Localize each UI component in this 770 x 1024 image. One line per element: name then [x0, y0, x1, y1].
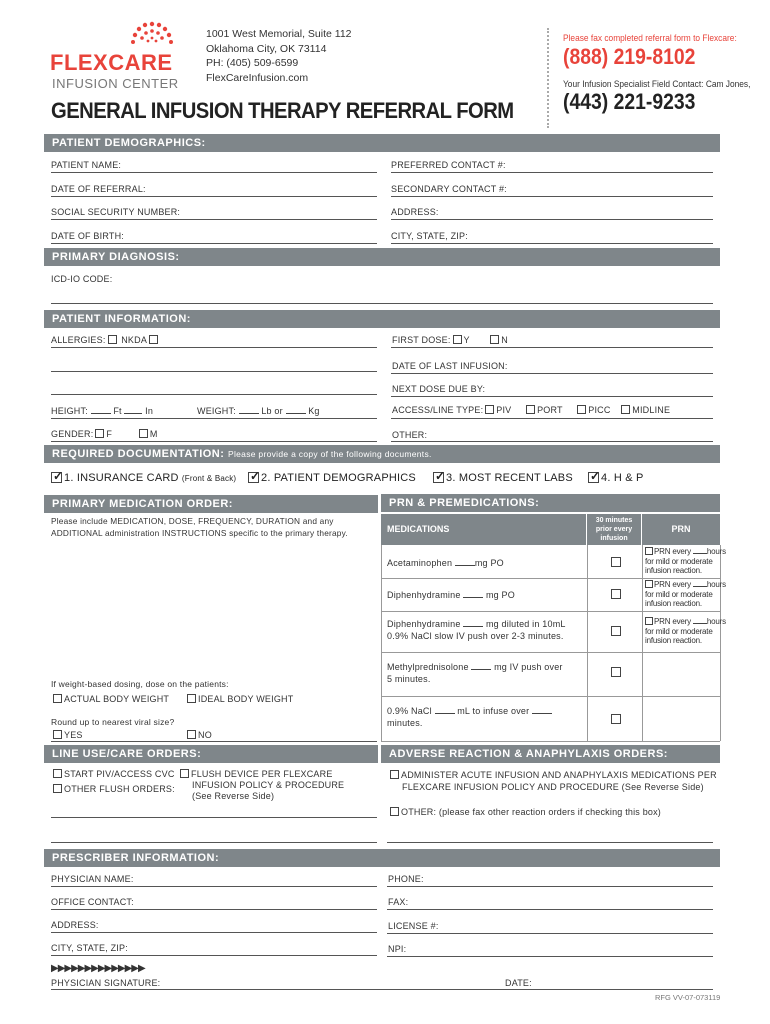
office-contact-label: OFFICE CONTACT: [51, 897, 134, 907]
flush-device-label: FLUSH DEVICE PER FLEXCARE [191, 769, 333, 779]
nacl-prior-checkbox[interactable] [611, 714, 621, 724]
section-required-documentation [44, 445, 720, 463]
weight-lb-field[interactable] [239, 405, 259, 414]
other-access-field[interactable] [391, 441, 713, 442]
prn-col-medications-label: MEDICATIONS [387, 524, 450, 534]
address-label: ADDRESS: [391, 207, 439, 217]
access-field [391, 418, 713, 419]
prn-med-unit: mg IV push over [494, 662, 563, 672]
diphenhydramine-iv-prn-checkbox[interactable] [645, 617, 653, 625]
nkda-checkbox[interactable] [149, 335, 158, 344]
fax-number: (888) 219-8102 [563, 44, 696, 69]
demographics-check-icon[interactable] [248, 472, 259, 483]
weight-kg-field[interactable] [286, 405, 306, 414]
prn-col-prior [587, 514, 641, 545]
date-of-referral-label: DATE OF REFERRAL: [51, 184, 146, 194]
physician-name-field[interactable] [51, 886, 377, 887]
hours-label: hours [706, 617, 726, 626]
prn-grid [642, 545, 643, 741]
doc-patient-demographics[interactable] [248, 472, 416, 484]
form-revision-code: RFG VV-07-073119 [655, 993, 721, 1002]
prn-row-acetaminophen [387, 557, 504, 568]
start-piv-row [51, 769, 175, 779]
phone-label: PHONE: [388, 874, 424, 884]
administer-acute-policy: FLEXCARE INFUSION POLICY AND PROCEDURE (See Reverse Side) [402, 782, 704, 792]
picc-checkbox[interactable] [577, 405, 586, 414]
dob-field[interactable] [51, 243, 377, 244]
first-dose-no-checkbox[interactable] [490, 335, 499, 344]
prn-every-label: PRN every [654, 547, 691, 556]
prn-grid [381, 696, 720, 697]
logo [50, 20, 190, 90]
ideal-body-weight-checkbox[interactable] [187, 694, 196, 703]
diphenhydramine-po-prn [645, 580, 726, 609]
gender-m-checkbox[interactable] [139, 429, 148, 438]
address-field[interactable] [391, 219, 713, 220]
diphenhydramine-iv-dose-field[interactable] [463, 618, 483, 627]
prn-med-unit: mg diluted in 10mL [485, 619, 566, 629]
administer-acute-checkbox[interactable] [390, 770, 399, 779]
company-address [206, 27, 352, 85]
nacl-minutes-field[interactable] [532, 705, 552, 714]
signature-arrows-icon: ▶▶▶▶▶▶▶▶▶▶▶▶▶▶ [51, 963, 145, 974]
acetaminophen-hours-field[interactable] [693, 547, 707, 554]
adverse-other-field[interactable] [387, 842, 713, 843]
first-dose-label: FIRST DOSE: [392, 335, 451, 345]
section-patient-information: PATIENT INFORMATION: [44, 310, 720, 328]
preferred-contact-label: PREFERRED CONTACT #: [391, 160, 506, 170]
allergies-field[interactable] [51, 347, 377, 348]
gender-rule [51, 441, 377, 442]
prn-grid [381, 578, 720, 579]
other-flush-row [51, 784, 175, 794]
prn-grid [381, 741, 720, 742]
section-primary-diagnosis: PRIMARY DIAGNOSIS: [44, 248, 720, 266]
ssn-field[interactable] [51, 219, 377, 220]
specialist-note: Your Infusion Specialist Field Contact: Cam Jones, [563, 79, 751, 90]
section-patient-demographics: PATIENT DEMOGRAPHICS: [44, 134, 720, 152]
ssn-label: SOCIAL SECURITY NUMBER: [51, 207, 181, 217]
round-up-note: Round up to nearest viral size? [51, 717, 175, 727]
diphenhydramine-iv-prior-checkbox[interactable] [611, 626, 621, 636]
date-of-referral-field[interactable] [51, 196, 377, 197]
gender-row [51, 429, 158, 439]
address-line: 1001 West Memorial, Suite 112 [206, 28, 352, 40]
prn-med-name: Methylprednisolone [387, 662, 469, 672]
dob-label: DATE OF BIRTH: [51, 231, 124, 241]
phone-field[interactable] [387, 886, 713, 887]
height-weight-rule [51, 418, 377, 419]
icd-code-label: ICD-IO CODE: [51, 274, 113, 284]
start-piv-checkbox[interactable] [53, 769, 62, 778]
logo-word-care: CARE [108, 50, 173, 75]
insurance-check-icon[interactable] [51, 472, 62, 483]
secondary-contact-label: SECONDARY CONTACT #: [391, 184, 507, 194]
acetaminophen-prior-checkbox[interactable] [611, 557, 621, 567]
npi-field[interactable] [387, 956, 713, 957]
signature-date-label: DATE: [505, 978, 532, 988]
first-dose-field[interactable] [391, 347, 713, 348]
address-line: Oklahoma City, OK 73114 [206, 42, 327, 55]
flush-device-row [178, 769, 344, 802]
access-row [392, 405, 670, 415]
access-label: ACCESS/LINE TYPE: [392, 405, 484, 415]
patient-name-field[interactable] [51, 172, 377, 173]
doc-insurance-note: (Front & Back) [181, 474, 237, 483]
prn-every-label: PRN every [654, 580, 691, 589]
patient-name-label: PATIENT NAME: [51, 160, 122, 170]
mild-note: infusion reaction. [645, 636, 702, 645]
prn-med-name: Diphenhydramine [387, 619, 461, 629]
start-piv-label: START PIV/ACCESS CVC [64, 769, 175, 779]
weight-label: WEIGHT: [197, 406, 236, 416]
office-contact-field[interactable] [51, 909, 377, 910]
nkda-label: NKDA [121, 335, 148, 345]
prescriber-address-field[interactable] [51, 932, 377, 933]
doc-labs-label: 3. MOST RECENT LABS [446, 472, 573, 484]
section-primary-medication: PRIMARY MEDICATION ORDER: [44, 495, 378, 513]
flush-device-reverse: (See Reverse Side) [192, 791, 275, 801]
address-line: PH: (405) 509-6599 [206, 57, 299, 69]
other-flush-checkbox[interactable] [53, 784, 62, 793]
required-docs-heading: REQUIRED DOCUMENTATION: [52, 448, 225, 460]
round-yes-label: YES [64, 730, 83, 740]
prn-grid [381, 652, 720, 653]
height-in-field[interactable] [124, 405, 142, 414]
prn-grid [381, 611, 720, 612]
doc-hp-label: 4. H & P [601, 472, 644, 484]
round-no-row [185, 730, 212, 740]
acetaminophen-prn [645, 547, 726, 576]
round-no-checkbox[interactable] [187, 730, 196, 739]
next-dose-field[interactable] [391, 396, 713, 397]
picc-label: PICC [588, 405, 611, 415]
prescriber-city-field[interactable] [51, 955, 377, 956]
diphenhydramine-po-hours-field[interactable] [693, 580, 707, 587]
no-label: N [501, 335, 508, 345]
primary-med-instructions-1: Please include MEDICATION, DOSE, FREQUENCY, DURATION and any [51, 516, 334, 526]
height-row [51, 405, 153, 416]
ft-label: Ft [113, 406, 122, 416]
round-no-label: NO [198, 730, 212, 740]
last-infusion-label: DATE OF LAST INFUSION: [392, 361, 508, 371]
prn-med-unit: mL to infuse over [457, 706, 530, 716]
height-ft-field[interactable] [91, 405, 111, 414]
mild-note: for mild or moderate [645, 589, 713, 599]
allergies-row [51, 335, 160, 345]
prn-med-line2: 5 minutes. [387, 674, 431, 684]
first-dose-row [392, 335, 508, 345]
npi-label: NPI: [388, 944, 407, 954]
methylprednisolone-dose-field[interactable] [471, 661, 491, 670]
ideal-weight-row [185, 694, 293, 704]
adverse-other-checkbox[interactable] [390, 807, 399, 816]
prn-col-prior-line: infusion [600, 535, 628, 542]
primary-med-bottom-rule [51, 741, 377, 742]
license-label: LICENSE #: [388, 921, 439, 931]
midline-checkbox[interactable] [621, 405, 630, 414]
labs-check-icon[interactable] [433, 472, 444, 483]
physician-signature-label: PHYSICIAN SIGNATURE: [51, 978, 161, 988]
nacl-volume-field[interactable] [435, 705, 455, 714]
gender-f-checkbox[interactable] [95, 429, 104, 438]
adverse-other-row [388, 807, 661, 817]
actual-body-weight-checkbox[interactable] [53, 694, 62, 703]
primary-med-instructions-2: ADDITIONAL administration INSTRUCTIONS specific to the primary therapy. [51, 528, 348, 538]
acetaminophen-dose-field[interactable] [455, 557, 475, 566]
physician-signature-field[interactable] [51, 989, 713, 990]
hp-check-icon[interactable] [588, 472, 599, 483]
round-yes-row [51, 730, 83, 740]
other-flush-field-2[interactable] [51, 842, 377, 843]
mild-note: infusion reaction. [645, 566, 702, 575]
administer-acute-row [388, 769, 717, 793]
prn-grid [587, 545, 588, 741]
prn-grid [381, 545, 382, 741]
fax-note: Please fax completed referral form to Flexcare: [563, 33, 737, 44]
port-checkbox[interactable] [526, 405, 535, 414]
diphenhydramine-iv-prn [645, 617, 726, 646]
mild-note: for mild or moderate [645, 556, 713, 566]
hours-label: hours [706, 580, 726, 589]
allergies-label: ALLERGIES: [51, 335, 106, 345]
form-title: GENERAL INFUSION THERAPY REFERRAL FORM [51, 98, 514, 123]
prn-med-line2: 0.9% NaCl slow IV push over 2-3 minutes. [387, 631, 564, 641]
prn-med-name: Diphenhydramine [387, 590, 461, 600]
allergies-field-3[interactable] [51, 394, 377, 395]
diphenhydramine-po-prn-checkbox[interactable] [645, 580, 653, 588]
lb-label: Lb or [261, 406, 283, 416]
allergies-field-2[interactable] [51, 371, 377, 372]
prn-every-label: PRN every [654, 617, 691, 626]
midline-label: MIDLINE [632, 405, 671, 415]
piv-label: PIV [496, 405, 512, 415]
piv-checkbox[interactable] [485, 405, 494, 414]
last-infusion-field[interactable] [391, 373, 713, 374]
fax-field[interactable] [387, 909, 713, 910]
section-prn-premedications: PRN & PREMEDICATIONS: [381, 494, 720, 512]
doc-recent-labs[interactable] [433, 472, 573, 484]
prescriber-address-label: ADDRESS: [51, 920, 99, 930]
logo-word-flex: FLEX [50, 50, 109, 75]
diphenhydramine-po-prior-checkbox[interactable] [611, 589, 621, 599]
round-yes-checkbox[interactable] [53, 730, 62, 739]
m-label: M [149, 429, 158, 439]
yes-label: Y [463, 335, 470, 345]
prn-med-unit: mg PO [474, 558, 504, 568]
city-state-zip-field[interactable] [391, 243, 713, 244]
acetaminophen-prn-checkbox[interactable] [645, 547, 653, 555]
prn-med-name: Acetaminophen [387, 558, 453, 568]
preferred-contact-field[interactable] [391, 172, 713, 173]
flush-device-policy: INFUSION POLICY & PROCEDURE [192, 780, 345, 790]
other-flush-label: OTHER FLUSH ORDERS: [64, 784, 175, 794]
ideal-body-weight-label: IDEAL BODY WEIGHT [198, 694, 294, 704]
doc-insurance-card[interactable] [51, 472, 236, 484]
icd-code-field[interactable] [51, 303, 713, 304]
first-dose-yes-checkbox[interactable] [453, 335, 462, 344]
doc-insurance-label: 1. INSURANCE CARD [64, 472, 179, 484]
doc-h-and-p[interactable] [588, 472, 644, 484]
prn-col-prn [642, 514, 720, 545]
prn-col-prior-line: 30 minutes [595, 517, 633, 524]
prn-row-nacl [387, 705, 552, 729]
section-adverse-reaction: ADVERSE REACTION & ANAPHYLAXIS ORDERS: [381, 745, 720, 763]
actual-body-weight-label: ACTUAL BODY WEIGHT [64, 694, 170, 704]
height-label: HEIGHT: [51, 406, 88, 416]
hours-label: hours [706, 547, 726, 556]
prescriber-city-label: CITY, STATE, ZIP: [51, 943, 128, 953]
prn-med-name: 0.9% NaCl [387, 706, 432, 716]
in-label: In [145, 406, 154, 416]
diphenhydramine-po-dose-field[interactable] [463, 589, 483, 598]
prn-col-medications [381, 514, 586, 545]
mild-note: for mild or moderate [645, 626, 713, 636]
other-access-label: OTHER: [392, 430, 428, 440]
fax-label: FAX: [388, 897, 409, 907]
weight-dosing-note: If weight-based dosing, dose on the patients: [51, 679, 229, 689]
license-field[interactable] [387, 933, 713, 934]
header-divider [547, 28, 549, 128]
city-state-zip-label: CITY, STATE, ZIP: [391, 231, 468, 241]
administer-acute-label: ADMINISTER ACUTE INFUSION AND ANAPHYLAXIS MEDICATIONS PER [401, 770, 717, 780]
prn-row-diphenhydramine-po [387, 589, 515, 600]
gender-label: GENDER: [51, 429, 94, 439]
doc-demographics-label: 2. PATIENT DEMOGRAPHICS [261, 472, 416, 484]
adverse-other-label: OTHER: (please fax other reaction orders if checking this box) [401, 807, 662, 817]
next-dose-label: NEXT DOSE DUE BY: [392, 384, 486, 394]
other-flush-field[interactable] [51, 817, 377, 818]
prn-med-unit: mg PO [485, 590, 515, 600]
prn-row-methylprednisolone [387, 661, 563, 685]
diphenhydramine-iv-hours-field[interactable] [693, 617, 707, 624]
mild-note: infusion reaction. [645, 599, 702, 608]
logo-subtitle: INFUSION CENTER [52, 76, 179, 91]
prn-med-line2: minutes. [387, 718, 423, 728]
port-label: PORT [537, 405, 563, 415]
required-docs-note: Please provide a copy of the following documents. [227, 449, 432, 459]
prn-col-prior-line: prior every [595, 526, 633, 533]
primary-med-order-area[interactable] [51, 542, 377, 674]
prn-row-diphenhydramine-iv [387, 618, 566, 642]
specialist-number: (443) 221-9233 [563, 89, 696, 114]
physician-name-label: PHYSICIAN NAME: [51, 874, 134, 884]
body-weight-row [51, 694, 169, 704]
section-prescriber-information: PRESCRIBER INFORMATION: [44, 849, 720, 867]
weight-row [197, 405, 320, 416]
allergies-checkbox[interactable] [108, 335, 117, 344]
prn-col-prn-label: PRN [671, 524, 691, 534]
secondary-contact-field[interactable] [391, 196, 713, 197]
address-line: FlexCareInfusion.com [206, 71, 309, 84]
flush-device-checkbox[interactable] [180, 769, 189, 778]
kg-label: Kg [308, 406, 320, 416]
f-label: F [106, 429, 113, 439]
section-line-use-care: LINE USE/CARE ORDERS: [44, 745, 378, 763]
methylprednisolone-prior-checkbox[interactable] [611, 667, 621, 677]
